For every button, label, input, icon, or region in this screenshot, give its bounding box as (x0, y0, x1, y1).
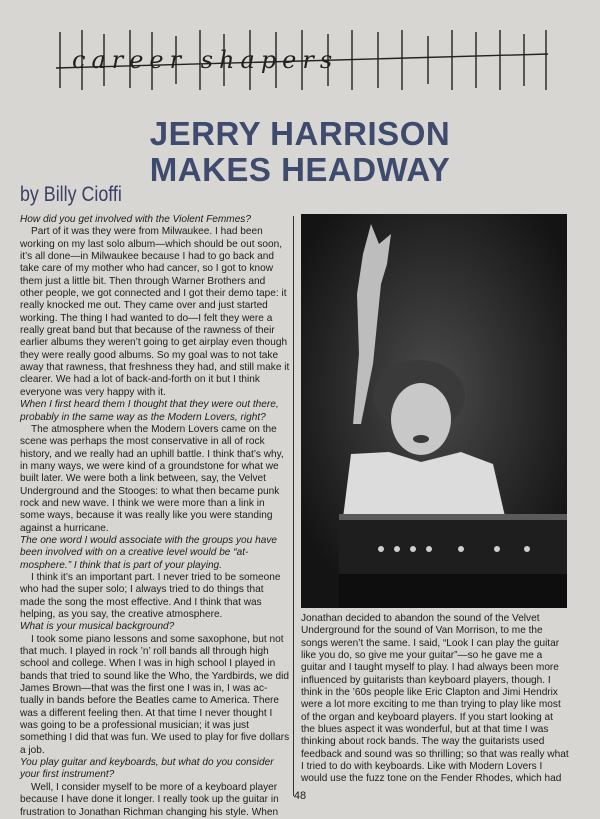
question-paragraph: How did you get involved with the Violent Femmes? (20, 214, 251, 225)
page-number: 48 (293, 790, 307, 802)
right-column (301, 613, 569, 786)
masthead-title: career shapers (72, 46, 339, 74)
answer-paragraph: The atmosphere when the Modern Lovers came on the scene was perhaps the most conservative in all of rock history, and we really had an uphill battle. I think that’s why, in many ways, we were kind of a groundstone for what we built later. We were both a link between, say, the Velvet Underground and the Stooges: to what then became punk rock and new wave. I think we were more than a link in some ways, because it was really like you were standing against a hurricane. (20, 423, 284, 534)
headline-line-1: JERRY HARRISON (149, 115, 451, 152)
masthead-graphic (52, 28, 552, 92)
performer-photo-illustration (301, 214, 567, 608)
question-paragraph: When I first heard them I thought that they were out there, probably in the same way as the Modern Lovers, right? (20, 399, 279, 423)
section-masthead (52, 28, 552, 92)
answer-continuation: Jonathan decided to abandon the sound of the Velvet Underground for the sound of Van Morrison, to me the songs weren’t the same. I said, “Look I can play the guitar like you do, so give me your guitar”—so he gave me a guitar and I taught myself to play. I had always been more influenced by guitarists than keyboard players, though. I think in the ’60s people like Eric Clapton and Jimi Hendrix were a lot more exciting to me than trying to play like most of the organ and keyboard players. If you start looking at the blues aspect it was wonderful, but at that time I was thinking about rock bands. The way the guitarists used feedback and sound was so thrilling; so that was really what I tried to do with keyboards. Like with Modern Lovers I would use the fuzz tone on the Fender Rhodes, which had (301, 613, 569, 785)
answer-paragraph: I took some piano lessons and some saxophone, but not that much. I played in rock ’n’ roll bands all through high school and college. When I was in high school I played in bands that tried to sound like the Who, the Yardbirds, we did James Brown—that was the first one I was in, I was ac-tually in bands before the Beatles came to America. There was a different feeling then. At that time I never thought I was going to be a professional musician; it was just something I did that was fun. We used to play for five dollars a job. (20, 633, 290, 756)
article-headline (0, 116, 600, 188)
answer-paragraph: Part of it was they were from Milwaukee. I had been working on my last solo album—which should be out soon, it’s all done—in Milwaukee because I had to go back and take care of my mother who had cancer, so I got to know them just a little bit. Then through Warner Brothers and other people, we got connected and I got their demo tape: it really knocked me out. They came over and just started working. The thing I had wanted to do—I felt they were a really great band but that because of the rawness of their earlier albums they weren’t going to get airplay even though they were really good albums. So my goal was to not take away that rawness, that freshness they had, and still make it clearer. We had a lot of back-and-forth on it but I think everyone was very happy with it. (20, 226, 290, 398)
answer-paragraph: I think it’s an important part. I never tried to be someone who had the super solo; I always tried to do things that made the song the most effective. And I think that was helping, as you say, the creative atmosphere. (20, 571, 281, 620)
article-photo (301, 214, 567, 608)
left-column (20, 214, 290, 819)
question-paragraph: What is your musical background? (20, 621, 175, 633)
question-paragraph: You play guitar and keyboards, but what do you consider your first instrument? (20, 757, 274, 781)
answer-paragraph: Well, I consider myself to be more of a keyboard player because I have done it longer. I really took up the guitar in frustration to Jonathan Richman changing his style. When (20, 781, 279, 818)
column-divider (293, 216, 294, 796)
headline-line-2: MAKES HEADWAY (149, 151, 451, 188)
question-paragraph: The one word I would associate with the groups you have been involved with on a creative level would be “at-mosphere.” I think that is part of your playing. (20, 534, 277, 571)
byline: by Billy Cioffi (20, 183, 122, 206)
